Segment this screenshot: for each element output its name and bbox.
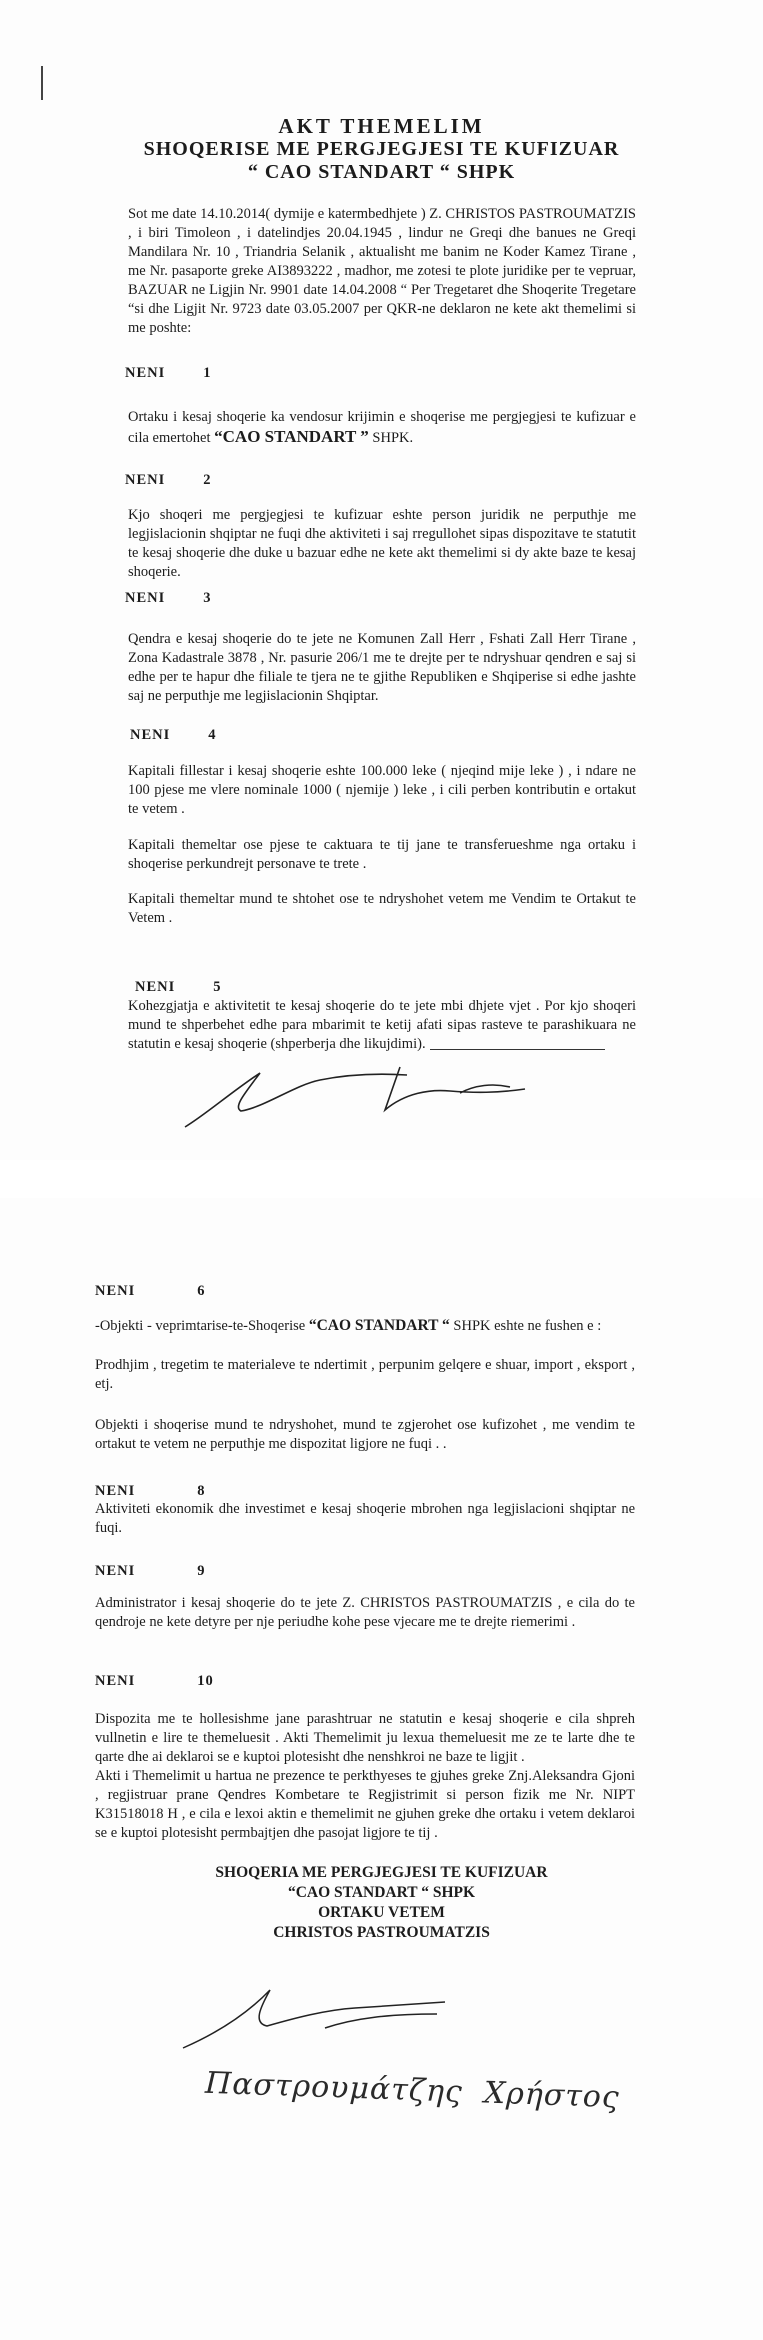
closing-company-name: “CAO STANDART “ SHPK [287, 1884, 476, 1901]
article-9-text: Administrator i kesaj shoqerie do te jete Z. CHRISTOS PASTROUMATZIS , e cila do te qendroje ne kete detyre per nje periudhe kohe pese vjecare me te drejte riemerimi . [95, 1595, 635, 1630]
article-2-heading: NENI 2 [125, 472, 212, 488]
article-6-heading: NENI 6 [95, 1283, 206, 1299]
article-10-heading: NENI 10 [95, 1673, 214, 1689]
signature-page-1 [175, 1045, 575, 1140]
article-6-text: -Objekti - veprimtarise-te-Shoqerise “CAO STANDART “ SHPK eshte ne fushen e : [95, 1317, 602, 1334]
article-6-activities: Prodhjim , tregetim te materialeve te ndertimit , perpunim gelqere e shuar, import , eksport , etj. [95, 1357, 635, 1392]
article-5-text: Kohezgjatja e aktivitetit te kesaj shoqerie do te jete mbi dhjete vjet . Por kjo shoqeri mund te shperbehet edhe para mbarimit te ketij afati sipas rasteve te parashikuara ne statutin e kesaj shoqerie (shperberja dhe likujdimi). [128, 998, 636, 1052]
article-8-heading: NENI 8 [95, 1483, 206, 1499]
handwritten-greek-name: Παστρουμάτζης Χρήστος [204, 2065, 621, 2116]
article-3-heading: NENI 3 [125, 590, 212, 606]
article-5-heading: NENI 5 [135, 979, 222, 995]
article-10-paragraph-1: Dispozita me te hollesishme jane parashtruar ne statutin e kesaj shoqerie e cila shpreh vullnetin e lire te themeluesit . Akti Themelimit ju lexua themeluesit me ze te larte dhe te qarte dhe ai deklaroi se e kuptoi plotesisht dhe nenshkroi ne baze te ligjit . [95, 1711, 635, 1765]
company-title: “ CAO STANDART “ SHPK [247, 161, 516, 183]
document-title: AKT THEMELIM [278, 114, 485, 138]
document-page-2 [0, 1198, 763, 2340]
article-4-heading: NENI 4 [130, 727, 217, 743]
article-10-paragraph-2: Akti i Themelimit u hartua ne prezence te perkthyeses te gjuhes greke Znj.Aleksandra Gjoni , regjistruar prane Qendres Kombetare te Regjistrimit si person fizik me Nr. NIPT K31518018 H , e cila e lexoi aktin e themelimit ne gjuhen greke dhe ortaku i vetem deklaroi se e kuptoi plotesisht permbajtjen dhe pasojat ligjore te tij . [95, 1768, 635, 1841]
article-8-text: Aktiviteti ekonomik dhe investimet e kesaj shoqerie mbrohen nga legjislacioni shqiptar ne fuqi. [95, 1501, 635, 1536]
document-page-1 [0, 0, 763, 1160]
article-9-heading: NENI 9 [95, 1563, 206, 1579]
article-6-paragraph-2: Objekti i shoqerise mund te ndryshohet, mund te zgjerohet ose kufizohet , me vendim te ortakut te vetem ne perputhje me dispozitat ligjore ne fuqi . . [95, 1417, 635, 1452]
article-4-paragraph-3: Kapitali themeltar mund te shtohet ose te ndryshohet vetem me Vendim te Ortakut te Vetem . [128, 891, 636, 926]
company-name: “CAO STANDART ” [214, 427, 369, 446]
page-gap [0, 1160, 763, 1198]
article-number: 1 [203, 365, 212, 381]
article-2-text: Kjo shoqeri me pergjegjesi te kufizuar eshte person juridik ne perputhje me legjislacionin shqiptar ne fuqi dhe aktiviteti i saj rregullohet sipas dispozitave te statutit te kesaj shoqerie dhe duke u bazuar edhe ne kete akt themelimi si dy akte baze te kesaj shoqerie. [128, 507, 636, 580]
signature-page-2 [175, 1968, 475, 2063]
article-4-paragraph-2: Kapitali themeltar ose pjese te caktuara te tij jane te transferueshme nga ortaku i shoqerise perkundrejt personave te trete . [128, 837, 636, 872]
closing-partner-name: CHRISTOS PASTROUMATZIS [273, 1924, 490, 1941]
article-3-text: Qendra e kesaj shoqerie do te jete ne Komunen Zall Herr , Fshati Zall Herr Tirane , Zona Kadastrale 3878 , Nr. pasurie 206/1 me te drejte per te ndryshuar qendren e saj si edhe per te hapur dhe filiale te tjera ne te gjithe Republiken e Shqiperise si edhe jashte saj ne perputhje me legjislacionin Shqiptar. [128, 631, 636, 704]
closing-sole-partner: ORTAKU VETEM [318, 1904, 445, 1921]
article-1-text: Ortaku i kesaj shoqerie ka vendosur krijimin e shoqerise me pergjegjesi te kufizuar e cila emertohet “CAO STANDART ” SHPK. [128, 409, 636, 446]
margin-mark [41, 66, 43, 100]
intro-paragraph: Sot me date 14.10.2014( dymije e katermbedhjete ) Z. CHRISTOS PASTROUMATZIS , i biri Timoleon , i datelindjes 20.04.1945 , lindur ne Greqi dhe banues ne Greqi Mandilara Nr. 10 , Triandria Selanik , aktualisht me banim ne Koder Kamez Tirane , me Nr. pasaporte greke AI3893222 , madhor, me zotesi te plote juridike per te vepruar, BAZUAR ne Ligjin Nr. 9901 date 14.04.2008 “ Per Tregetaret dhe Shoqerite Tregetare “si dhe Ligjit Nr. 9723 date 03.05.2007 per QKR-ne deklaron ne kete akt themelimi si me poshte: [128, 206, 636, 336]
article-4-paragraph-1: Kapitali fillestar i kesaj shoqerie eshte 100.000 leke ( njeqind mije leke ) , i ndare ne 100 pjese me vlere nominale 1000 ( njemije ) leke , i cili perben kontributin e ortakut te vetem . [128, 763, 636, 817]
company-name: “CAO STANDART “ [308, 1317, 450, 1334]
document-subtitle: SHOQERISE ME PERGJEGJESI TE KUFIZUAR [143, 138, 620, 160]
closing-company-type: SHOQERIA ME PERGJEGJESI TE KUFIZUAR [215, 1864, 548, 1881]
article-label: NENI [125, 365, 166, 381]
article-1-heading [125, 365, 212, 382]
